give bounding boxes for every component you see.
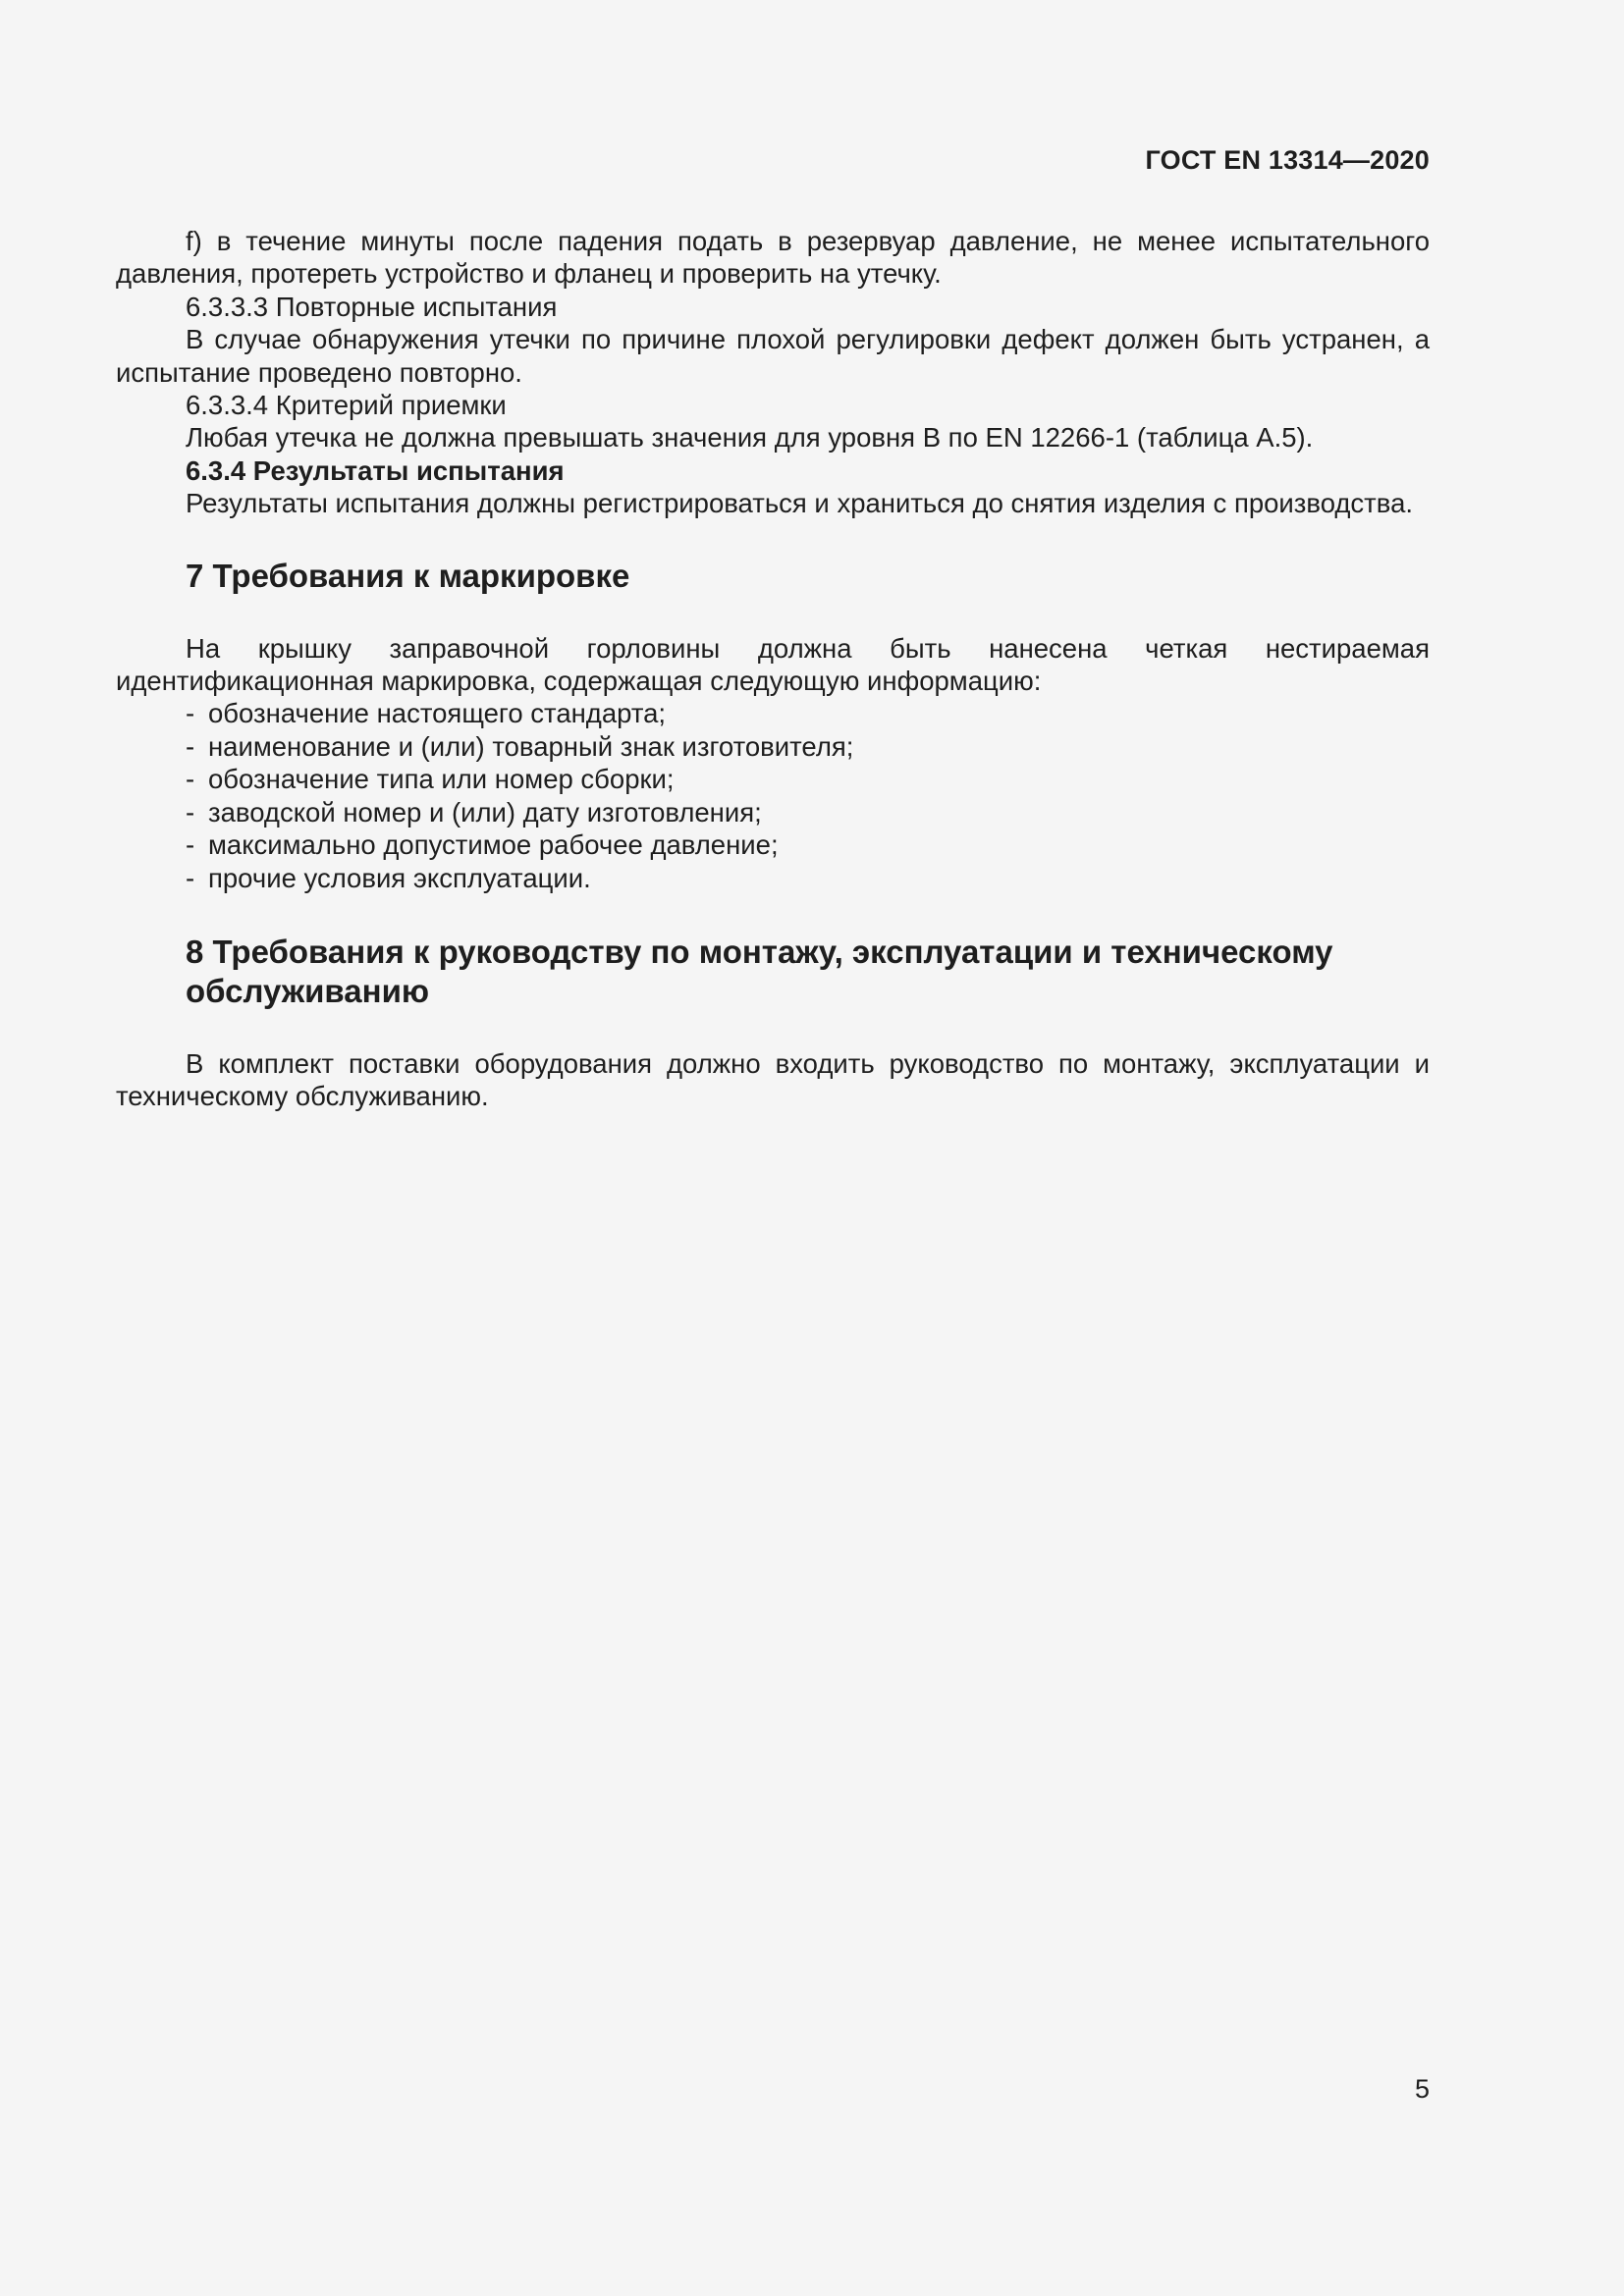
list-item: - максимально допустимое рабочее давление;	[186, 829, 779, 861]
section-7-heading: 7 Требования к маркировке	[186, 557, 630, 594]
section-6-3-3-4-text: Любая утечка не должна превышать значения для уровня B по EN 12266-1 (таблица А.5).	[186, 422, 1314, 454]
list-marker: -	[186, 829, 195, 861]
section-6-3-3-3-text: В случае обнаружения утечки по причине плохой регулировки дефект должен быть устранен, а испытание проведено повторно.	[116, 324, 1430, 388]
section-6-3-4-text: Результаты испытания должны регистрироваться и храниться до снятия изделия с производства.	[186, 488, 1414, 519]
section-8-heading: 8 Требования к руководству по монтажу, эксплуатации и техническому обслуживанию	[186, 933, 1333, 1009]
marking-list	[116, 697, 1430, 893]
list-item: - обозначение настоящего стандарта;	[186, 698, 667, 729]
section-7-intro: На крышку заправочной горловины должна быть нанесена четкая нестираемая идентификационная маркировка, содержащая следующую информацию:	[116, 632, 1430, 697]
list-item: - наименование и (или) товарный знак изготовителя;	[186, 730, 854, 762]
list-marker: -	[186, 862, 195, 893]
page-number: 5	[1414, 2074, 1430, 2104]
list-marker: -	[186, 764, 195, 795]
list-item: - обозначение типа или номер сборки;	[186, 764, 675, 795]
document-body	[116, 225, 1430, 1113]
document-header: ГОСТ EN 13314—2020	[1145, 145, 1430, 175]
section-8-text: В комплект поставки оборудования должно входить руководство по монтажу, эксплуатации и техническому обслуживанию.	[116, 1047, 1430, 1112]
paragraph-f: f) в течение минуты после падения подать в резервуар давление, не менее испытательного давления, протереть устройство и фланец и проверить на утечку.	[116, 226, 1430, 290]
list-item: - прочие условия эксплуатации.	[186, 862, 591, 893]
section-6-3-4-title: 6.3.4 Результаты испытания	[186, 454, 565, 486]
list-marker: -	[186, 796, 195, 828]
list-marker: -	[186, 698, 195, 729]
section-6-3-3-4-title: 6.3.3.4 Критерий приемки	[186, 390, 507, 421]
section-6-3-3-3-title: 6.3.3.3 Повторные испытания	[186, 291, 558, 322]
list-item: - заводской номер и (или) дату изготовления;	[186, 796, 762, 828]
list-marker: -	[186, 730, 195, 762]
